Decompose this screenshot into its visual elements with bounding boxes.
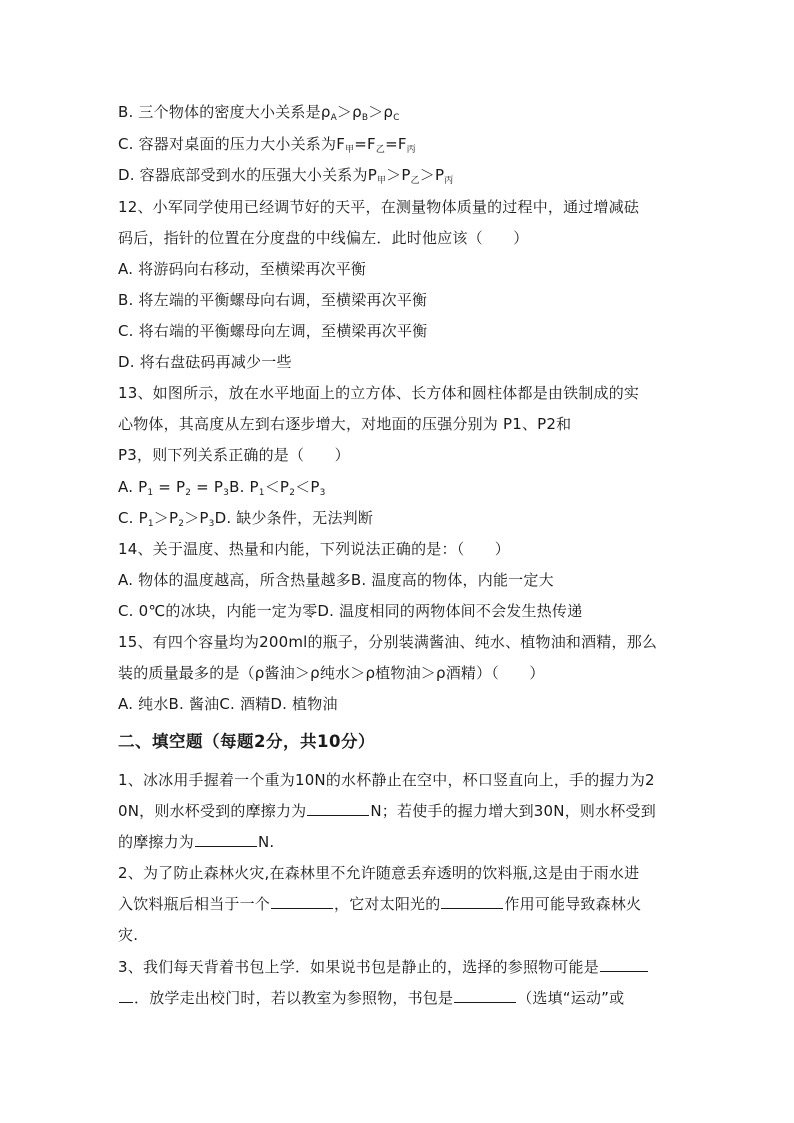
f2-line3: 灾. bbox=[118, 926, 139, 944]
section-heading-fill-in: 二、填空题（每题2分，共10分） bbox=[118, 732, 375, 751]
q12-option-d: D. 将右盘砝码再减少一些 bbox=[118, 353, 292, 371]
q11-option-d: D. 容器底部受到水的压强大小关系为$P_甲>P_乙>P_丙$ bbox=[118, 166, 454, 186]
answer-blank bbox=[271, 894, 333, 909]
q14-stem: 14、关于温度、热量和内能，下列说法正确的是：（ ） bbox=[118, 540, 510, 558]
q11-option-c: C. 容器对桌面的压力大小关系为$F_甲=F_乙=F_丙$ bbox=[118, 135, 416, 155]
q13-stem-line3: P3，则下列关系正确的是（ ） bbox=[118, 446, 350, 464]
q12-option-b: B. 将左端的平衡螺母向右调，至横梁再次平衡 bbox=[118, 291, 428, 309]
q15-stem-line1: 15、有四个容量均为200ml的瓶子，分别装满酱油、纯水、植物油和酒精，那么 bbox=[118, 633, 658, 651]
q14-options-ab: A. 物体的温度越高，所含热量越多B. 温度高的物体，内能一定大 bbox=[118, 571, 554, 589]
f2-line1: 2、为了防止森林火灾,在森林里不允许随意丢弃透明的饮料瓶,这是由于雨水进 bbox=[118, 864, 640, 882]
q15-stem-line2: 装的质量最多的是（ρ酱油＞ρ纯水＞ρ植物油＞ρ酒精）（ ） bbox=[118, 664, 545, 682]
answer-blank bbox=[307, 801, 369, 816]
q14-options-cd: C. 0℃的冰块，内能一定为零D. 温度相同的两物体间不会发生热传递 bbox=[118, 602, 583, 620]
q13-stem-line1: 13、如图所示，放在水平地面上的立方体、长方体和圆柱体都是由铁制成的实 bbox=[118, 384, 640, 402]
q11-option-b: B. 三个物体的密度大小关系是$\rho_A>\rho_B>\rho_C$ bbox=[118, 103, 400, 123]
f1-line2: 0N，则水杯受到的摩擦力为 N；若使手的握力增大到30N，则水杯受到 bbox=[118, 802, 656, 820]
f2-line2: 入饮料瓶后相当于一个 ，它对太阳光的 作用可能导致森林火 bbox=[118, 895, 642, 913]
q12-option-a: A. 将游码向右移动，至横梁再次平衡 bbox=[118, 260, 367, 278]
answer-blank bbox=[119, 988, 133, 1003]
q15-options: A. 纯水B. 酱油C. 酒精D. 植物油 bbox=[118, 695, 338, 713]
q12-stem-line2: 码后，指针的位置在分度盘的中线偏左．此时他应该（ ） bbox=[118, 229, 529, 247]
q13-options-cd: C. $P_1>P_2>P_3D$. 缺少条件，无法判断 bbox=[118, 509, 374, 529]
answer-blank bbox=[454, 988, 516, 1003]
f1-line1: 1、冰冰用手握着一个重为10N的水杯静止在空中，杯口竖直向上，手的握力为2 bbox=[118, 771, 655, 789]
f1-line3: 的摩擦力为 N. bbox=[118, 833, 275, 851]
f3-line2: ．放学走出校门时，若以教室为参照物，书包是 （选填“运动”或 bbox=[118, 988, 624, 1008]
q12-stem-line1: 12、小军同学使用已经调节好的天平，在测量物体质量的过程中，通过增减砝 bbox=[118, 198, 640, 216]
q13-options-ab: A. $P_1 = P_2 = P_3B$. $P_1<P_2<P_3$ bbox=[118, 478, 326, 498]
q12-option-c: C. 将右端的平衡螺母向左调，至横梁再次平衡 bbox=[118, 322, 428, 340]
answer-blank bbox=[600, 957, 648, 972]
f3-line1: 3、我们每天背着书包上学．如果说书包是静止的，选择的参照物可能是 bbox=[118, 957, 649, 977]
answer-blank bbox=[195, 832, 257, 847]
answer-blank bbox=[441, 894, 503, 909]
q13-stem-line2: 心物体，其高度从左到右逐步增大，对地面的压强分别为 P1、P2和 bbox=[118, 415, 572, 433]
